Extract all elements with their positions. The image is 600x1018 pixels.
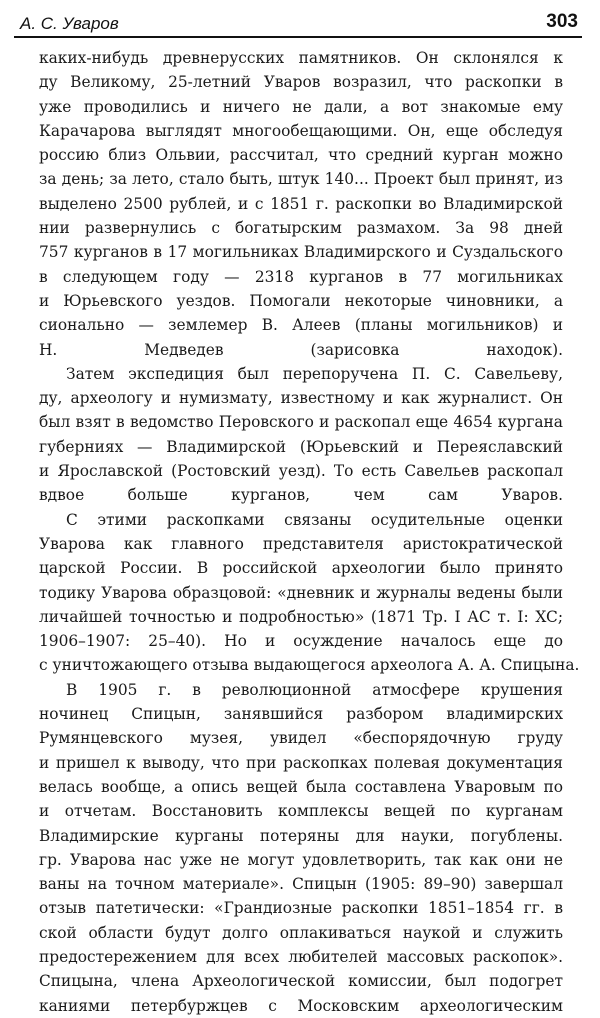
body-text — [39, 46, 580, 1018]
text-line: предостережением для всех любителей массовых раскопок». — [39, 947, 563, 966]
text-line: каких-нибудь древнерусских памятников. Он склонялся к — [39, 49, 563, 67]
paragraph-2 — [39, 362, 563, 508]
text-line: Владимирские курганы потеряны для науки, погублены. — [39, 826, 563, 845]
text-line: ваны на точном материале». Спицын (1905: 89–90) завершал — [39, 875, 563, 894]
text-line: 1906–1907: 25–40). Но и осуждение началось еще до — [39, 632, 563, 651]
text-line: отзыв патетически: «Грандиозные раскопки 1851–1854 гг. в — [39, 899, 563, 918]
text-line: выделено 2500 рублей, и с 1851 г. раскопки во Владимирской — [39, 194, 563, 213]
text-line: велась вообще, а опись вещей была составлена Уваровым по — [39, 777, 563, 796]
text-line: Уварова как главного представителя аристократической — [39, 534, 563, 553]
text-line: и Юрьевского уездов. Помогали некоторые чиновники, а — [39, 291, 563, 310]
text-line: ской области будут долго оплакиваться наукой и служить — [39, 923, 563, 942]
text-line: вдвое больше курганов, чем сам Уваров. — [39, 486, 563, 505]
text-line: и отчетам. Восстановить комплексы вещей по курганам — [39, 802, 563, 821]
paragraph-4 — [39, 678, 563, 1018]
text-line: в следующем году — 2318 курганов в 77 могильниках — [39, 267, 563, 286]
text-line: сионально — землемер В. Алеев (планы могильников) и — [39, 316, 563, 335]
text-line: царской России. В российской археологии было принято — [39, 559, 563, 578]
running-header — [14, 8, 582, 38]
text-line: Затем экспедиция был перепоручена П. С. Савельеву, — [66, 364, 563, 383]
page-number: 303 — [546, 11, 578, 32]
text-line: гр. Уварова нас уже не могут удовлетворить, так как они не — [39, 850, 563, 869]
text-line: с уничтожающего отзыва выдающегося археолога А. А. Спицына. — [39, 656, 580, 675]
text-line: россию близ Ольвии, рассчитал, что средний курган можно — [39, 146, 563, 165]
text-line: и пришел к выводу, что при раскопках полевая документация — [39, 753, 563, 772]
text-line: за день; за лето, стало быть, штук 140... Проект был принят, из — [39, 170, 563, 189]
text-line: 757 курганов в 17 могильниках Владимирского и Суздальского — [39, 243, 563, 262]
text-line: Н. Медведев (зарисовка находок). — [39, 340, 563, 359]
text-line: В 1905 г. в революционной атмосфере крушения — [66, 680, 563, 699]
text-line: ду, археологу и нумизмату, известному и как журналист. Он — [39, 389, 563, 408]
running-head-author: А. С. Уваров — [20, 14, 119, 33]
text-line: нии развернулись с богатырским размахом. За 98 дней — [39, 219, 563, 238]
paragraph-1 — [39, 46, 563, 362]
text-line: С этими раскопками связаны осудительные оценки — [66, 510, 563, 529]
text-line: тодику Уварова образцовой: «дневник и журналы ведены были — [39, 583, 563, 602]
text-line: Карачарова выглядят многообещающими. Он, еще обследуя — [39, 121, 563, 140]
paragraph-3 — [39, 508, 580, 678]
text-line: ночинец Спицын, занявшийся разбором владимирских — [39, 705, 563, 724]
text-line: личайшей точностью и подробностью» (1871 Тр. I АС т. I: XC; — [39, 607, 563, 626]
text-line: ду Великому, 25-летний Уваров возразил, что раскопки в — [39, 73, 563, 92]
text-line: Румянцевского музея, увидел «беспорядочную груду — [39, 729, 563, 748]
text-line: был взят в ведомство Перовского и раскопал еще 4654 кургана — [39, 413, 563, 432]
text-line: и Ярославской (Ростовский уезд). То есть Савельев раскопал — [39, 462, 563, 481]
text-line: каниями петербуржцев с Московским археологическим — [39, 996, 563, 1015]
text-line: уже проводились и ничего не дали, а вот знакомые ему — [39, 97, 563, 116]
text-line: Спицына, члена Археологической комиссии, был подогрет — [39, 972, 563, 991]
text-line: губерниях — Владимирской (Юрьевский и Переяславский — [39, 437, 563, 456]
